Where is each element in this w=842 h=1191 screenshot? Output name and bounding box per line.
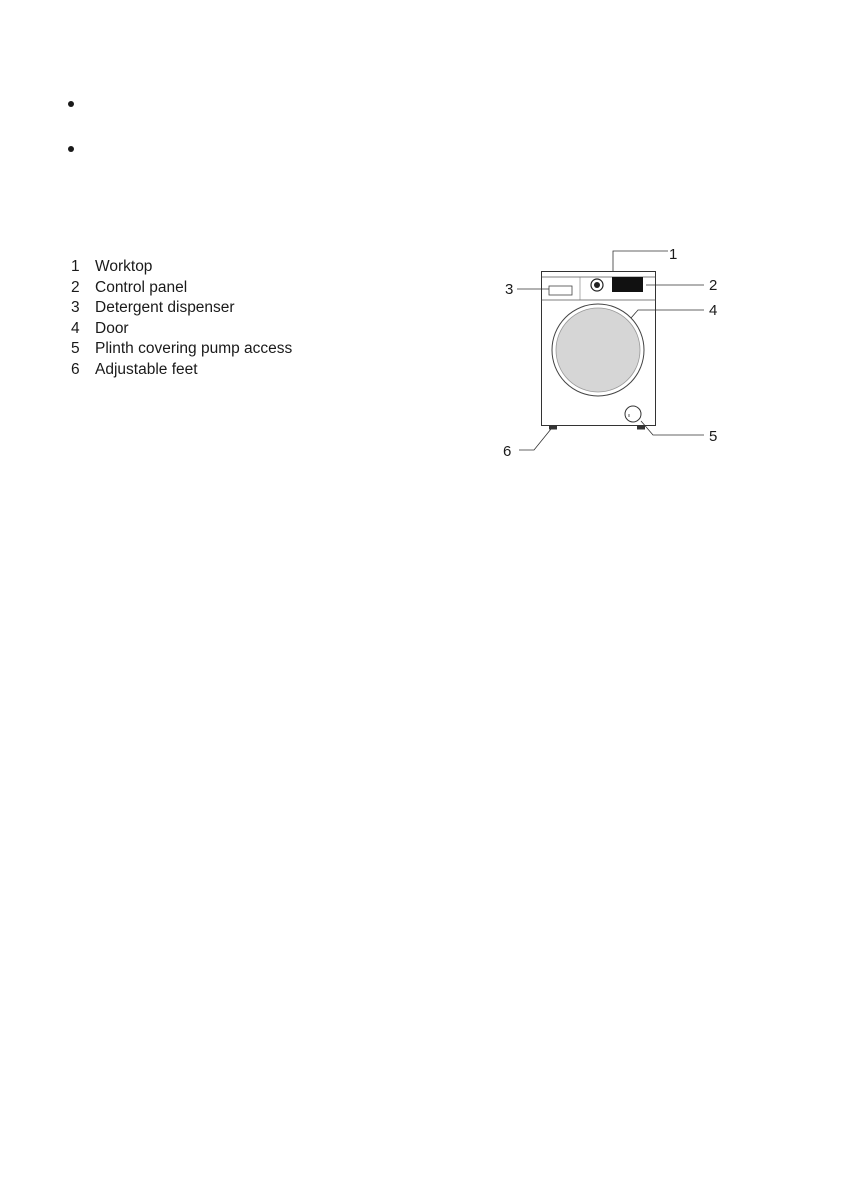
callout-5: 5 xyxy=(709,428,718,445)
foot-left xyxy=(549,426,557,430)
callout-2: 2 xyxy=(709,277,718,294)
item-label: Door xyxy=(95,319,129,337)
list-item xyxy=(71,360,292,381)
item-number: 2 xyxy=(71,278,80,296)
item-label: Plinth covering pump access xyxy=(95,340,293,357)
display-panel xyxy=(612,277,643,292)
leader-1 xyxy=(613,251,668,271)
list-item xyxy=(71,339,292,360)
detergent-dispenser xyxy=(549,286,572,295)
pump-access-cover xyxy=(625,406,641,422)
bullet-1 xyxy=(68,101,74,107)
parts-list xyxy=(71,257,292,380)
callout-6: 6 xyxy=(503,443,512,460)
item-label: Worktop xyxy=(95,258,153,275)
bullet-2 xyxy=(68,146,74,152)
program-knob-center xyxy=(594,282,600,288)
list-item xyxy=(71,319,292,340)
washing-machine-diagram xyxy=(500,240,730,465)
item-number: 5 xyxy=(71,340,80,357)
list-item xyxy=(71,298,292,319)
item-label: Control panel xyxy=(95,278,188,296)
item-label: Detergent dispenser xyxy=(95,299,235,316)
item-label: Adjustable feet xyxy=(95,360,198,378)
item-number: 3 xyxy=(71,299,80,316)
item-number: 6 xyxy=(71,360,80,378)
list-item xyxy=(71,278,292,299)
foot-right xyxy=(637,426,645,430)
leader-6 xyxy=(519,429,551,450)
door-glass xyxy=(556,308,640,392)
item-number: 1 xyxy=(71,258,80,275)
callout-3: 3 xyxy=(505,281,514,298)
callout-4: 4 xyxy=(709,302,718,319)
callout-1: 1 xyxy=(669,246,678,263)
item-number: 4 xyxy=(71,319,80,337)
list-item xyxy=(71,257,292,278)
